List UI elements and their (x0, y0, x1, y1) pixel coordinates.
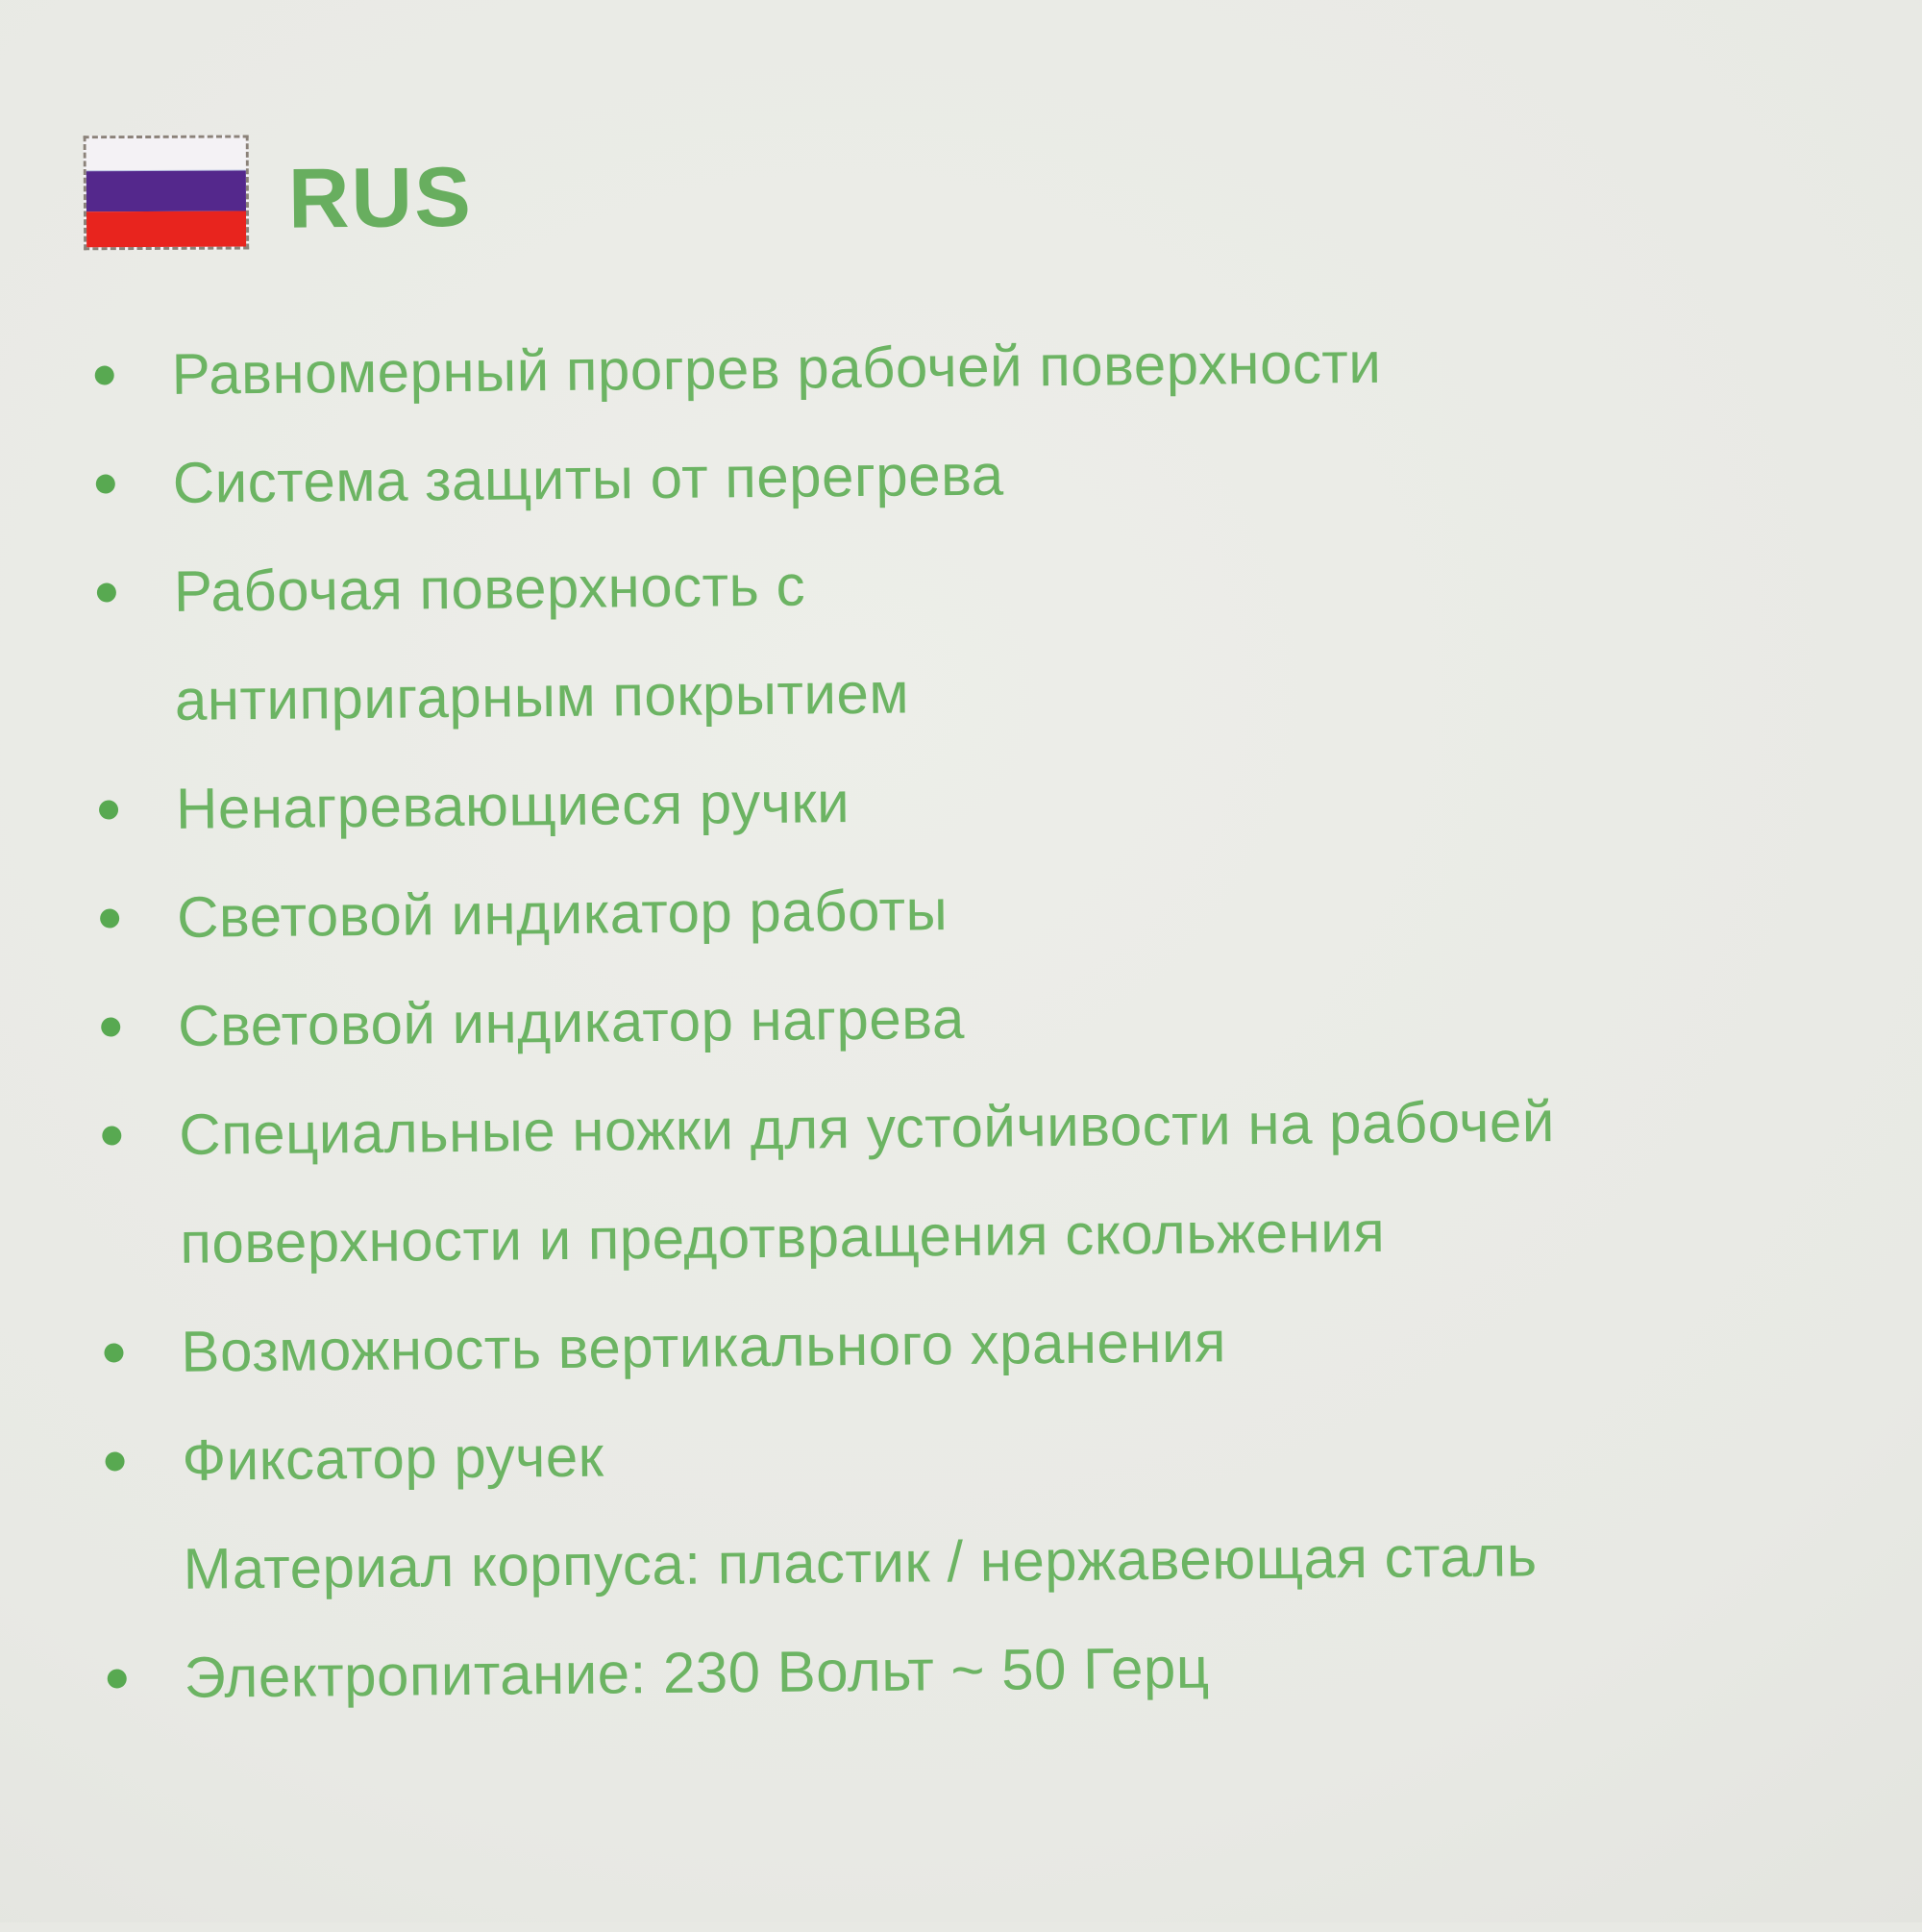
feature-list (92, 304, 1890, 1733)
list-item-text: Электропитание: 230 Вольт ~ 50 Герц (184, 1635, 1210, 1710)
list-item (94, 521, 1880, 647)
list-item-text: Система защиты от перегрева (172, 442, 1004, 515)
list-item (104, 1499, 1889, 1624)
flag-stripe-red (86, 211, 246, 247)
list-item-text: Ненагревающиеся ручки (175, 770, 850, 841)
list-item-text: Световой индикатор работы (176, 878, 949, 950)
bullet-dot-icon (102, 1126, 121, 1145)
list-item (103, 1390, 1888, 1516)
language-label: RUS (287, 148, 474, 246)
list-item-text: Материал корпуса: пластик / нержавеющая сталь (183, 1523, 1538, 1601)
bullet-dot-icon (101, 1017, 120, 1036)
list-item-text: Равномерный прогрев рабочей поверхности (171, 330, 1382, 407)
bullet-dot-icon (104, 1343, 123, 1362)
bullet-dot-icon (96, 474, 115, 493)
list-item (102, 1281, 1887, 1407)
bullet-dot-icon (97, 582, 116, 602)
list-item (100, 1064, 1885, 1190)
bullet-dot-icon (95, 365, 114, 384)
list-item (93, 412, 1879, 538)
bullet-dot-icon (100, 908, 119, 928)
list-item (105, 1607, 1890, 1733)
list-item-text: Специальные ножки для устойчивости на рабочей (178, 1089, 1556, 1167)
russia-flag-icon (84, 136, 250, 251)
list-item-text: антипригарным покрытием (174, 660, 910, 732)
flag-stripe-white (86, 138, 246, 172)
list-item (101, 1173, 1886, 1299)
bullet-dot-icon (99, 800, 118, 819)
flag-stripe-blue (86, 170, 246, 211)
list-item-text: Фиксатор ручек (182, 1424, 604, 1493)
list-item (92, 304, 1878, 430)
bullet-dot-icon (105, 1451, 124, 1471)
list-item-text: Возможность вертикального хранения (181, 1309, 1227, 1384)
list-item-text: Световой индикатор нагрева (177, 985, 966, 1058)
list-item-text: поверхности и предотвращения скольжения (180, 1199, 1386, 1276)
list-item (98, 847, 1884, 973)
list-item (97, 738, 1883, 864)
list-item (95, 630, 1881, 755)
list-item-text: Рабочая поверхность с (173, 553, 806, 624)
list-item (99, 955, 1885, 1081)
bullet-dot-icon (108, 1669, 127, 1688)
